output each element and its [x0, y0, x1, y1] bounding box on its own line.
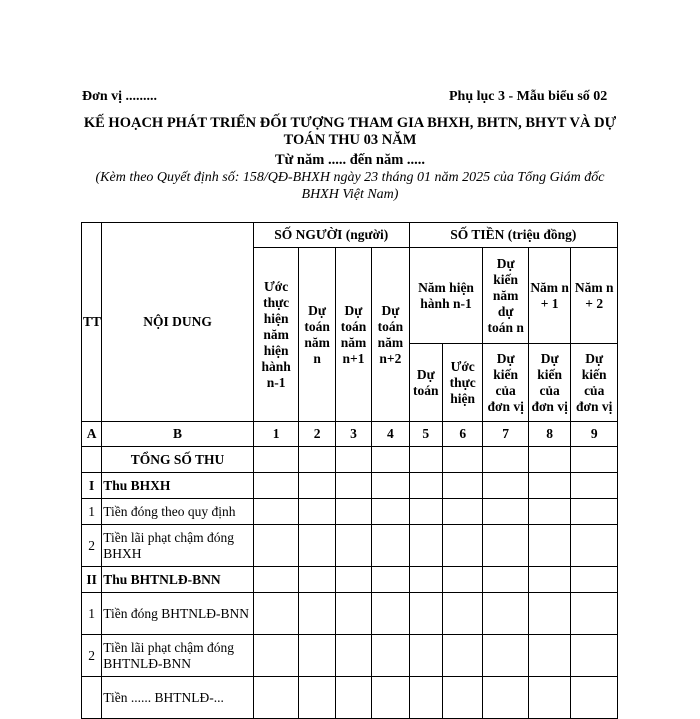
row-content: Tiền đóng theo quy định: [102, 499, 254, 525]
value-cell: [299, 635, 335, 677]
row-content: Tiền ...... BHTNLĐ-...: [102, 677, 254, 719]
row-content: Thu BHXH: [102, 473, 254, 499]
row-tt: 1: [82, 499, 102, 525]
value-cell: [372, 525, 409, 567]
value-cell: [372, 677, 409, 719]
value-cell: [571, 473, 618, 499]
value-cell: [253, 593, 299, 635]
value-cell: [372, 593, 409, 635]
value-cell: [483, 635, 529, 677]
value-cell: [335, 499, 371, 525]
row-content: Tiền lãi phạt chậm đóng BHXH: [102, 525, 254, 567]
value-cell: [299, 499, 335, 525]
money-sub-2: Ước thực hiện: [442, 344, 482, 422]
row-content: Thu BHTNLĐ-BNN: [102, 567, 254, 593]
value-cell: [372, 473, 409, 499]
value-cell: [335, 593, 371, 635]
value-cell: [528, 677, 570, 719]
value-cell: [442, 677, 482, 719]
money-group-header: SỐ TIỀN (triệu đồng): [409, 223, 617, 248]
table-row: [82, 593, 618, 635]
value-cell: [299, 593, 335, 635]
value-cell: [299, 447, 335, 473]
value-cell: [528, 499, 570, 525]
value-cell: [528, 525, 570, 567]
value-cell: [528, 447, 570, 473]
index-cell: 1: [253, 422, 299, 447]
value-cell: [335, 447, 371, 473]
value-cell: [253, 635, 299, 677]
index-cell: 5: [409, 422, 442, 447]
value-cell: [299, 677, 335, 719]
value-cell: [335, 567, 371, 593]
table-row: [82, 473, 618, 499]
col-tt-header: TT: [82, 223, 102, 422]
revenue-plan-table: [81, 222, 618, 719]
people-col-4: Dự toán năm n+2: [372, 248, 409, 422]
value-cell: [442, 447, 482, 473]
value-cell: [571, 567, 618, 593]
index-cell: 8: [528, 422, 570, 447]
people-group-header: SỐ NGƯỜI (người): [253, 223, 409, 248]
value-cell: [442, 593, 482, 635]
value-cell: [442, 499, 482, 525]
row-tt: I: [82, 473, 102, 499]
row-tt: [82, 677, 102, 719]
value-cell: [372, 499, 409, 525]
value-cell: [409, 677, 442, 719]
row-tt: 1: [82, 593, 102, 635]
value-cell: [335, 677, 371, 719]
index-cell: A: [82, 422, 102, 447]
document-reference: (Kèm theo Quyết định số: 158/QĐ-BHXH ngày 23 tháng 01 năm 2025 của Tổng Giám đốc BHXH Việt Nam): [95, 170, 605, 202]
value-cell: [372, 635, 409, 677]
value-cell: [442, 567, 482, 593]
table-row: [82, 567, 618, 593]
value-cell: [253, 677, 299, 719]
value-cell: [335, 635, 371, 677]
value-cell: [571, 677, 618, 719]
value-cell: [253, 499, 299, 525]
value-cell: [528, 567, 570, 593]
table-row: [82, 677, 618, 719]
value-cell: [571, 499, 618, 525]
row-content: Tiền lãi phạt chậm đóng BHTNLĐ-BNN: [102, 635, 254, 677]
value-cell: [253, 567, 299, 593]
index-cell: 2: [299, 422, 335, 447]
value-cell: [409, 567, 442, 593]
table-row: [82, 447, 618, 473]
value-cell: [335, 525, 371, 567]
value-cell: [409, 499, 442, 525]
table-row: [82, 635, 618, 677]
value-cell: [253, 447, 299, 473]
value-cell: [372, 567, 409, 593]
value-cell: [409, 593, 442, 635]
header-row-group: [82, 223, 618, 248]
people-col-1: Ước thực hiện năm hiện hành n-1: [253, 248, 299, 422]
value-cell: [299, 567, 335, 593]
row-tt: II: [82, 567, 102, 593]
col-content-header: NỘI DUNG: [102, 223, 254, 422]
index-cell: B: [102, 422, 254, 447]
money-sub-4: Dự kiến của đơn vị: [528, 344, 570, 422]
money-year-n1-header: Năm n + 1: [528, 248, 570, 344]
money-sub-3: Dự kiến của đơn vị: [483, 344, 529, 422]
index-cell: 9: [571, 422, 618, 447]
value-cell: [483, 525, 529, 567]
people-col-3: Dự toán năm n+1: [335, 248, 371, 422]
value-cell: [372, 447, 409, 473]
value-cell: [571, 635, 618, 677]
money-current-year-header: Năm hiện hành n-1: [409, 248, 483, 344]
index-cell: 3: [335, 422, 371, 447]
value-cell: [442, 525, 482, 567]
value-cell: [442, 635, 482, 677]
value-cell: [409, 473, 442, 499]
document-period: Từ năm ..... đến năm .....: [274, 152, 426, 168]
value-cell: [571, 447, 618, 473]
money-year-n2-header: Năm n + 2: [571, 248, 618, 344]
document-title: KẾ HOẠCH PHÁT TRIỂN ĐỐI TƯỢNG THAM GIA BHXH, BHTN, BHYT VÀ DỰ TOÁN THU 03 NĂM: [83, 115, 617, 148]
value-cell: [528, 473, 570, 499]
value-cell: [528, 635, 570, 677]
value-cell: [483, 447, 529, 473]
value-cell: [253, 525, 299, 567]
money-estimate-n-header: Dự kiến năm dự toán n: [483, 248, 529, 344]
row-tt: [82, 447, 102, 473]
value-cell: [483, 567, 529, 593]
value-cell: [571, 525, 618, 567]
value-cell: [409, 447, 442, 473]
value-cell: [483, 677, 529, 719]
row-tt: 2: [82, 525, 102, 567]
value-cell: [299, 525, 335, 567]
value-cell: [409, 635, 442, 677]
table-row: [82, 499, 618, 525]
row-tt: 2: [82, 635, 102, 677]
index-cell: 6: [442, 422, 482, 447]
value-cell: [483, 473, 529, 499]
unit-label: Đơn vị .........: [82, 89, 158, 104]
value-cell: [483, 499, 529, 525]
money-sub-5: Dự kiến của đơn vị: [571, 344, 618, 422]
value-cell: [483, 593, 529, 635]
value-cell: [409, 525, 442, 567]
value-cell: [335, 473, 371, 499]
value-cell: [528, 593, 570, 635]
row-content: TỔNG SỐ THU: [102, 447, 254, 473]
index-cell: 4: [372, 422, 409, 447]
index-cell: 7: [483, 422, 529, 447]
index-row: [82, 422, 618, 447]
value-cell: [253, 473, 299, 499]
value-cell: [299, 473, 335, 499]
row-content: Tiền đóng BHTNLĐ-BNN: [102, 593, 254, 635]
value-cell: [442, 473, 482, 499]
appendix-label: Phụ lục 3 - Mẫu biểu số 02: [449, 89, 608, 104]
table-row: [82, 525, 618, 567]
value-cell: [571, 593, 618, 635]
people-col-2: Dự toán năm n: [299, 248, 335, 422]
table-body: [82, 447, 618, 719]
money-sub-1: Dự toán: [409, 344, 442, 422]
